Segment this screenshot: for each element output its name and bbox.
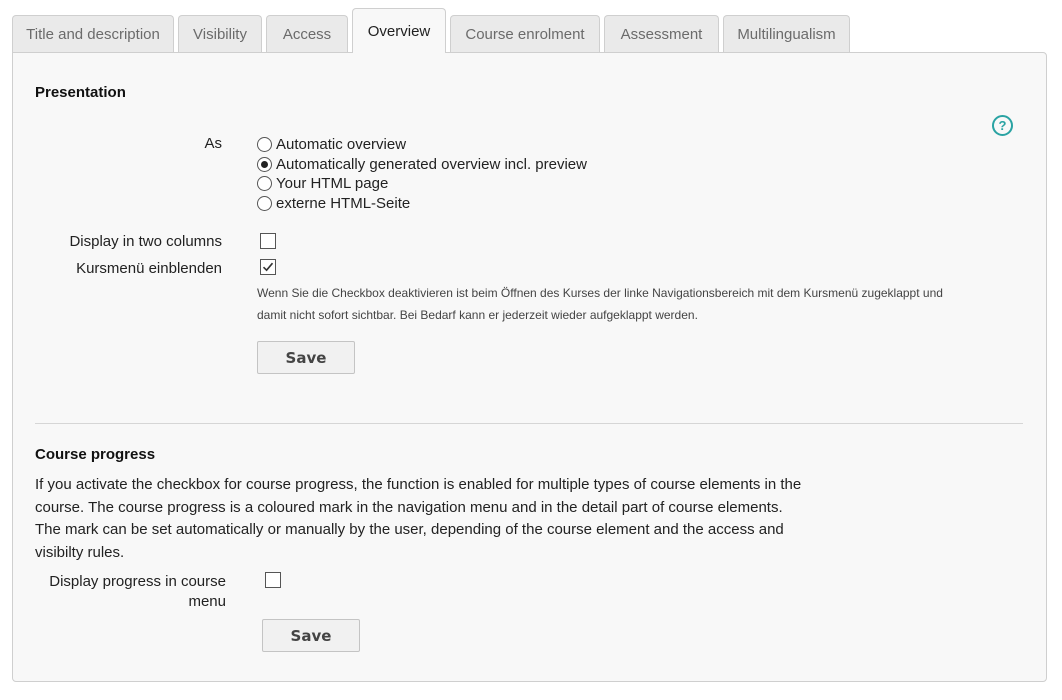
checkmark-icon — [261, 260, 275, 274]
course-menu-hint — [257, 282, 1017, 326]
course-progress-heading: Course progress — [35, 446, 156, 463]
description-line-3: The mark can be set automatically or manually by the user, depending of the course element and the access and — [35, 521, 784, 538]
presentation-radio-group — [257, 135, 587, 213]
hint-line-1: Wenn Sie die Checkbox deaktivieren ist beim Öffnen des Kurses der linke Navigationsbereich mit dem Kursmenü zugeklappt und — [257, 286, 943, 300]
radio-button[interactable] — [257, 176, 272, 191]
section-divider — [35, 423, 1023, 424]
progress-save-button[interactable]: Save — [262, 619, 360, 652]
radio-option-automatic-overview[interactable] — [257, 135, 587, 155]
tab-access[interactable]: Access — [266, 15, 348, 52]
tab-overview[interactable]: Overview — [352, 8, 446, 53]
description-line-1: If you activate the checkbox for course progress, the function is enabled for multiple types of course elements in the — [35, 476, 802, 493]
two-columns-label: Display in two columns — [69, 233, 222, 250]
radio-label: Automatic overview — [276, 136, 407, 154]
two-columns-checkbox[interactable] — [260, 233, 276, 249]
tab-visibility[interactable]: Visibility — [178, 15, 262, 52]
as-label: As — [204, 135, 222, 152]
radio-label: externe HTML-Seite — [276, 194, 411, 212]
radio-label: Automatically generated overview incl. preview — [276, 155, 587, 173]
radio-button-selected[interactable] — [257, 157, 272, 172]
tab-multilingualism[interactable]: Multilingualism — [723, 15, 850, 52]
help-icon[interactable]: ? — [992, 115, 1013, 136]
presentation-heading: Presentation — [35, 84, 126, 101]
tab-title-and-description[interactable]: Title and description — [12, 15, 174, 52]
radio-option-externe-html-seite[interactable] — [257, 194, 587, 214]
overview-panel — [12, 52, 1047, 682]
course-menu-checkbox[interactable] — [260, 259, 276, 275]
description-line-2: course. The course progress is a coloured mark in the navigation menu and in the detail part of course elements. — [35, 498, 783, 516]
tab-course-enrolment[interactable]: Course enrolment — [450, 15, 600, 52]
display-progress-label-line-1: Display progress in course — [49, 573, 226, 590]
radio-label: Your HTML page — [276, 175, 389, 193]
course-menu-label: Kursmenü einblenden — [76, 260, 222, 277]
hint-line-2: damit nicht sofort sichtbar. Bei Bedarf kann er jederzeit wieder aufgeklappt werden. — [257, 308, 698, 322]
radio-option-overview-incl-preview[interactable] — [257, 155, 587, 175]
display-progress-checkbox[interactable] — [265, 572, 281, 588]
tab-assessment[interactable]: Assessment — [604, 15, 719, 52]
presentation-save-button[interactable]: Save — [257, 341, 355, 374]
radio-option-your-html-page[interactable] — [257, 174, 587, 194]
radio-button[interactable] — [257, 196, 272, 211]
description-line-4: visibilty rules. — [35, 543, 125, 561]
display-progress-label-line-2: menu — [188, 593, 226, 610]
display-progress-label — [13, 572, 226, 612]
radio-button[interactable] — [257, 137, 272, 152]
course-progress-description — [35, 474, 815, 564]
